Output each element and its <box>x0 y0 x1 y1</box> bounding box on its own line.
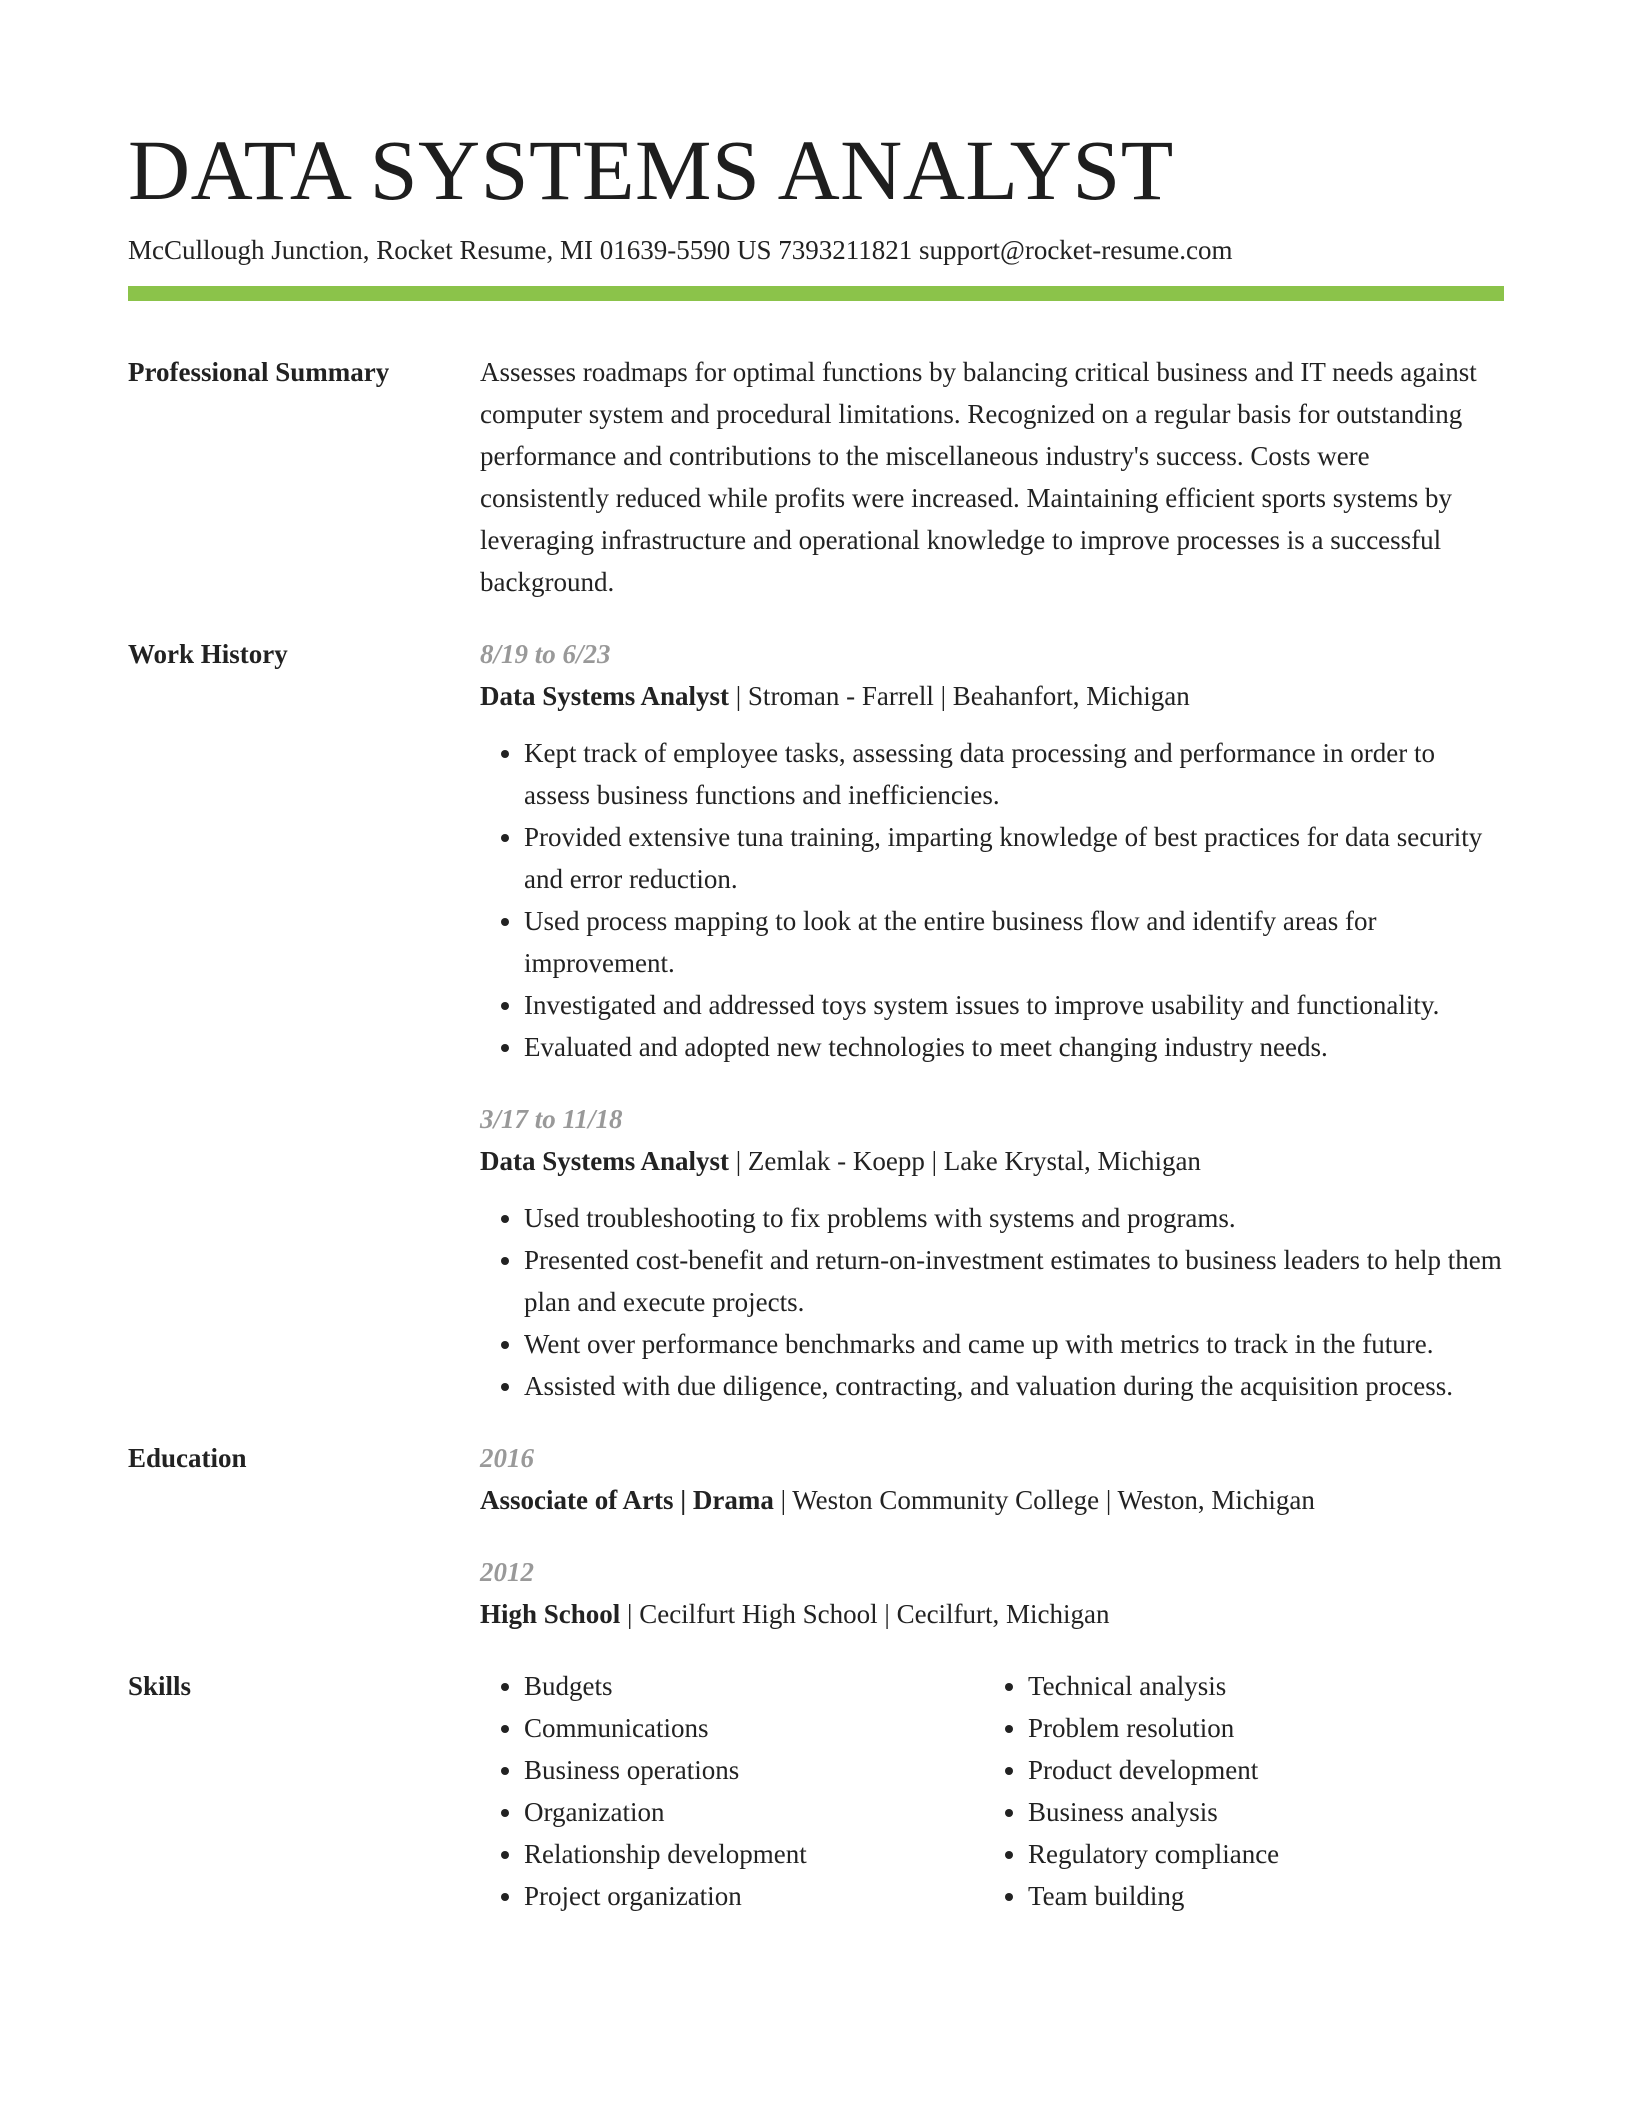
job-bullet: • Went over performance benchmarks and came up with metrics to track in the future. <box>524 1323 1504 1365</box>
education-degree: Associate of Arts | Drama <box>480 1485 774 1515</box>
work-history-section <box>128 633 1504 1407</box>
contact-email[interactable]: support@rocket-resume.com <box>918 235 1233 265</box>
job-details: | Stroman - Farrell | Beahanfort, Michigan <box>729 681 1190 711</box>
skill-item: • Communications <box>524 1707 984 1749</box>
job-bullet: • Used troubleshooting to fix problems with systems and programs. <box>524 1197 1504 1239</box>
skill-item: • Product development <box>1028 1749 1488 1791</box>
skill-item: • Budgets <box>524 1665 984 1707</box>
job-bullet: • Evaluated and adopted new technologies to meet changing industry needs. <box>524 1026 1504 1068</box>
resume-page <box>128 120 1504 1917</box>
education-entry <box>480 1437 1504 1521</box>
education-heading: Education <box>128 1443 247 1473</box>
job-dates: 8/19 to 6/23 <box>480 639 611 669</box>
job-entry <box>480 633 1504 1068</box>
job-position: Data Systems Analyst <box>480 681 730 711</box>
job-bullet: • Kept track of employee tasks, assessing data processing and performance in order to assess business functions and inefficiencies. <box>524 732 1504 816</box>
education-line <box>480 1593 1504 1635</box>
education-degree: High School <box>480 1599 621 1629</box>
job-details: | Zemlak - Koepp | Lake Krystal, Michigan <box>729 1146 1201 1176</box>
job-bullets <box>480 1197 1504 1407</box>
header-divider <box>128 286 1504 301</box>
summary-heading: Professional Summary <box>128 357 390 387</box>
skill-item: • Problem resolution <box>1028 1707 1488 1749</box>
contact-address: McCullough Junction, Rocket Resume, MI 01639-5590 US <box>128 235 772 265</box>
contact-phone: 7393211821 <box>778 235 913 265</box>
job-dates: 3/17 to 11/18 <box>480 1104 623 1134</box>
skill-item: • Team building <box>1028 1875 1488 1917</box>
resume-title: DATA SYSTEMS ANALYST <box>128 122 1174 218</box>
skill-item: • Business operations <box>524 1749 984 1791</box>
skill-item: • Technical analysis <box>1028 1665 1488 1707</box>
contact-line <box>128 232 1504 268</box>
skills-grid <box>480 1665 1504 1917</box>
education-details: | Weston Community College | Weston, Michigan <box>773 1485 1315 1515</box>
skills-body <box>480 1665 1504 1917</box>
skill-item: • Project organization <box>524 1875 984 1917</box>
skill-item: • Business analysis <box>1028 1791 1488 1833</box>
job-entry <box>480 1098 1504 1407</box>
skills-heading: Skills <box>128 1671 192 1701</box>
job-bullet: • Provided extensive tuna training, imparting knowledge of best practices for data security and error reduction. <box>524 816 1504 900</box>
education-body <box>480 1437 1504 1635</box>
job-bullet: • Assisted with due diligence, contracting, and valuation during the acquisition process. <box>524 1365 1504 1407</box>
job-line <box>480 1140 1504 1182</box>
job-line <box>480 675 1504 717</box>
job-bullet: • Used process mapping to look at the entire business flow and identify areas for improvement. <box>524 900 1504 984</box>
job-bullets <box>480 732 1504 1068</box>
work-history-heading: Work History <box>128 639 288 669</box>
skill-item: • Organization <box>524 1791 984 1833</box>
work-history-body <box>480 633 1504 1407</box>
summary-section <box>128 351 1504 603</box>
skill-item: • Relationship development <box>524 1833 984 1875</box>
education-entry <box>480 1551 1504 1635</box>
summary-text: Assesses roadmaps for optimal functions by balancing critical business and IT needs against computer system and procedural limitations. Recognized on a regular basis for outstanding performance and contributions to the miscellaneous industry's success. Costs were consistently reduced while profits were increased. Maintaining efficient sports systems by leveraging infrastructure and operational knowledge to improve processes is a successful background. <box>480 357 1477 597</box>
education-year: 2012 <box>480 1557 534 1587</box>
skills-column-right <box>984 1665 1488 1917</box>
job-position: Data Systems Analyst <box>480 1146 730 1176</box>
education-section <box>128 1437 1504 1635</box>
education-details: | Cecilfurt High School | Cecilfurt, Michigan <box>620 1599 1110 1629</box>
job-bullet: • Investigated and addressed toys system issues to improve usability and functionality. <box>524 984 1504 1026</box>
education-year: 2016 <box>480 1443 534 1473</box>
skills-section <box>128 1665 1504 1917</box>
education-line <box>480 1479 1504 1521</box>
skill-item: • Regulatory compliance <box>1028 1833 1488 1875</box>
skills-column-left <box>480 1665 984 1917</box>
job-bullet: • Presented cost-benefit and return-on-investment estimates to business leaders to help them plan and execute projects. <box>524 1239 1504 1323</box>
